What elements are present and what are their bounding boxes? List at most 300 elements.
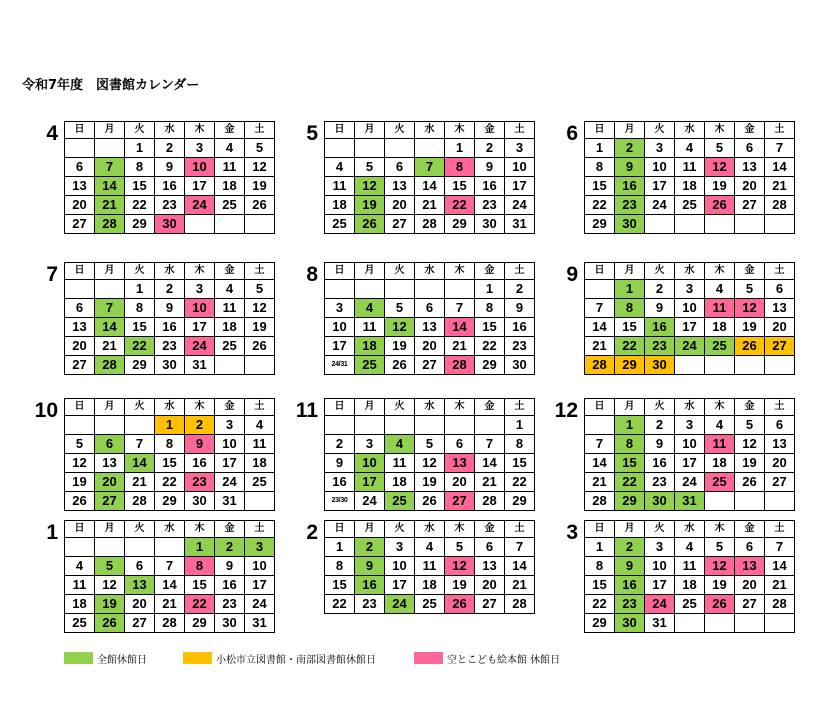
weekday-header: 火: [385, 263, 415, 280]
weekday-header: 木: [185, 122, 215, 139]
day-cell: 24/31: [325, 356, 355, 375]
day-cell: [215, 215, 245, 234]
weekday-header: 火: [385, 122, 415, 139]
weekday-header: 日: [65, 122, 95, 139]
day-cell: 19: [735, 318, 765, 337]
day-cell: 19: [735, 454, 765, 473]
day-cell: 14: [155, 576, 185, 595]
day-cell: 10: [245, 557, 275, 576]
day-cell: 26: [415, 492, 445, 511]
month-label: 9: [566, 263, 578, 286]
month-label: 7: [46, 263, 58, 286]
weekday-header: 土: [765, 521, 795, 538]
day-cell: [765, 215, 795, 234]
day-cell: 19: [355, 196, 385, 215]
day-cell: 31: [245, 614, 275, 633]
day-cell: 7: [415, 158, 445, 177]
weekday-header: 月: [615, 521, 645, 538]
day-cell: 25: [65, 614, 95, 633]
day-cell: 29: [445, 215, 475, 234]
day-cell: 30: [155, 215, 185, 234]
day-cell: [325, 139, 355, 158]
day-cell: 18: [325, 196, 355, 215]
day-cell: 22: [155, 473, 185, 492]
day-cell: 14: [125, 454, 155, 473]
day-cell: 4: [675, 538, 705, 557]
weekday-header: 金: [475, 122, 505, 139]
day-cell: 4: [705, 416, 735, 435]
day-cell: 28: [95, 215, 125, 234]
day-cell: 9: [325, 454, 355, 473]
day-cell: 19: [445, 576, 475, 595]
day-cell: 21: [415, 196, 445, 215]
day-cell: 22: [505, 473, 535, 492]
day-cell: 1: [185, 538, 215, 557]
day-cell: 31: [215, 492, 245, 511]
day-cell: 1: [125, 280, 155, 299]
day-cell: 8: [325, 557, 355, 576]
day-cell: 2: [325, 435, 355, 454]
day-cell: 7: [125, 435, 155, 454]
day-cell: 2: [355, 538, 385, 557]
day-cell: 29: [125, 215, 155, 234]
weekday-header: 火: [645, 521, 675, 538]
day-cell: [215, 356, 245, 375]
day-cell: 7: [585, 299, 615, 318]
day-cell: 23/30: [325, 492, 355, 511]
day-cell: 1: [155, 416, 185, 435]
day-cell: 12: [245, 299, 275, 318]
weekday-header: 金: [215, 263, 245, 280]
day-cell: 8: [505, 435, 535, 454]
weekday-header: 日: [585, 521, 615, 538]
day-cell: 23: [645, 473, 675, 492]
day-cell: 3: [185, 139, 215, 158]
day-cell: 22: [185, 595, 215, 614]
day-cell: 27: [445, 492, 475, 511]
day-cell: 17: [645, 576, 675, 595]
day-cell: 6: [765, 280, 795, 299]
weekday-header: 月: [615, 263, 645, 280]
day-cell: 3: [185, 280, 215, 299]
day-cell: 10: [645, 158, 675, 177]
day-cell: 27: [65, 356, 95, 375]
day-cell: [245, 356, 275, 375]
day-cell: 12: [735, 299, 765, 318]
day-cell: [95, 280, 125, 299]
day-cell: 8: [475, 299, 505, 318]
day-cell: 8: [155, 435, 185, 454]
day-cell: [125, 538, 155, 557]
day-cell: 23: [505, 337, 535, 356]
day-cell: 20: [125, 595, 155, 614]
day-cell: 11: [215, 299, 245, 318]
day-cell: 14: [415, 177, 445, 196]
day-cell: 24: [185, 196, 215, 215]
day-cell: 11: [705, 299, 735, 318]
day-cell: 20: [65, 196, 95, 215]
day-cell: 27: [415, 356, 445, 375]
weekday-header: 土: [765, 122, 795, 139]
day-cell: 20: [765, 454, 795, 473]
day-cell: 16: [155, 318, 185, 337]
day-cell: 19: [415, 473, 445, 492]
day-cell: [675, 215, 705, 234]
weekday-header: 水: [155, 122, 185, 139]
day-cell: 6: [735, 538, 765, 557]
day-cell: 28: [475, 492, 505, 511]
day-cell: 4: [705, 280, 735, 299]
weekday-header: 水: [675, 399, 705, 416]
month-calendar-table: [584, 121, 795, 234]
day-cell: 20: [415, 337, 445, 356]
day-cell: [125, 416, 155, 435]
weekday-header: 日: [65, 399, 95, 416]
day-cell: 22: [125, 337, 155, 356]
day-cell: 23: [215, 595, 245, 614]
weekday-header: 火: [385, 399, 415, 416]
day-cell: 4: [245, 416, 275, 435]
day-cell: 18: [705, 318, 735, 337]
day-cell: [155, 538, 185, 557]
day-cell: 11: [675, 557, 705, 576]
day-cell: 27: [475, 595, 505, 614]
day-cell: 6: [95, 435, 125, 454]
weekday-header: 金: [215, 399, 245, 416]
day-cell: 28: [415, 215, 445, 234]
weekday-header: 月: [355, 521, 385, 538]
day-cell: 10: [185, 299, 215, 318]
day-cell: 13: [65, 177, 95, 196]
day-cell: 26: [445, 595, 475, 614]
day-cell: 21: [585, 473, 615, 492]
day-cell: 6: [475, 538, 505, 557]
day-cell: 28: [125, 492, 155, 511]
day-cell: 17: [675, 318, 705, 337]
month-label: 2: [306, 521, 318, 544]
day-cell: 15: [445, 177, 475, 196]
day-cell: 18: [675, 177, 705, 196]
day-cell: [445, 280, 475, 299]
day-cell: 17: [645, 177, 675, 196]
weekday-header: 木: [445, 521, 475, 538]
day-cell: 16: [645, 318, 675, 337]
day-cell: [65, 280, 95, 299]
day-cell: 18: [245, 454, 275, 473]
day-cell: 7: [765, 538, 795, 557]
day-cell: 11: [415, 557, 445, 576]
weekday-header: 月: [355, 263, 385, 280]
day-cell: 20: [445, 473, 475, 492]
day-cell: 25: [675, 595, 705, 614]
day-cell: 2: [155, 280, 185, 299]
day-cell: [735, 215, 765, 234]
day-cell: 6: [735, 139, 765, 158]
day-cell: 9: [155, 299, 185, 318]
legend-item-all-closed: [64, 651, 147, 665]
day-cell: 9: [355, 557, 385, 576]
day-cell: 20: [95, 473, 125, 492]
day-cell: 18: [215, 177, 245, 196]
day-cell: 1: [585, 538, 615, 557]
day-cell: 3: [215, 416, 245, 435]
legend-swatch-city: [183, 652, 212, 664]
day-cell: [765, 614, 795, 633]
day-cell: 24: [215, 473, 245, 492]
weekday-header: 金: [735, 521, 765, 538]
weekday-header: 金: [735, 122, 765, 139]
day-cell: 1: [325, 538, 355, 557]
day-cell: 18: [355, 337, 385, 356]
day-cell: 12: [705, 557, 735, 576]
day-cell: 5: [245, 139, 275, 158]
day-cell: 16: [505, 318, 535, 337]
day-cell: 5: [95, 557, 125, 576]
month-calendar-table: [324, 398, 535, 511]
month-calendar-table: [64, 262, 275, 375]
day-cell: 25: [355, 356, 385, 375]
day-cell: 3: [645, 538, 675, 557]
day-cell: 29: [615, 492, 645, 511]
day-cell: 16: [615, 177, 645, 196]
page-title: 令和7年度 図書館カレンダー: [22, 78, 200, 93]
day-cell: [675, 614, 705, 633]
day-cell: 30: [475, 215, 505, 234]
day-cell: 14: [585, 318, 615, 337]
day-cell: [675, 356, 705, 375]
day-cell: 26: [245, 337, 275, 356]
day-cell: 15: [585, 576, 615, 595]
weekday-header: 土: [505, 399, 535, 416]
month-label: 10: [34, 399, 58, 422]
day-cell: 24: [185, 337, 215, 356]
weekday-header: 日: [585, 122, 615, 139]
day-cell: [65, 416, 95, 435]
day-cell: 19: [245, 318, 275, 337]
day-cell: [705, 215, 735, 234]
day-cell: [415, 139, 445, 158]
day-cell: 20: [475, 576, 505, 595]
day-cell: 9: [645, 299, 675, 318]
day-cell: 7: [505, 538, 535, 557]
day-cell: 21: [765, 177, 795, 196]
day-cell: 18: [675, 576, 705, 595]
day-cell: 1: [615, 280, 645, 299]
weekday-header: 金: [475, 521, 505, 538]
day-cell: 23: [615, 196, 645, 215]
day-cell: 16: [645, 454, 675, 473]
weekday-header: 火: [645, 399, 675, 416]
day-cell: 26: [355, 215, 385, 234]
day-cell: 24: [675, 473, 705, 492]
day-cell: 22: [615, 473, 645, 492]
day-cell: 16: [155, 177, 185, 196]
day-cell: 24: [245, 595, 275, 614]
day-cell: 19: [65, 473, 95, 492]
day-cell: 30: [155, 356, 185, 375]
day-cell: 14: [475, 454, 505, 473]
day-cell: 22: [475, 337, 505, 356]
day-cell: [355, 416, 385, 435]
weekday-header: 水: [155, 263, 185, 280]
day-cell: 15: [125, 318, 155, 337]
month-calendar-table: [584, 398, 795, 511]
month-label: 12: [554, 399, 578, 422]
day-cell: 10: [355, 454, 385, 473]
day-cell: 25: [385, 492, 415, 511]
day-cell: 8: [185, 557, 215, 576]
weekday-header: 金: [215, 122, 245, 139]
day-cell: 12: [415, 454, 445, 473]
day-cell: 8: [615, 299, 645, 318]
day-cell: 4: [415, 538, 445, 557]
day-cell: 23: [645, 337, 675, 356]
weekday-header: 土: [505, 122, 535, 139]
day-cell: 7: [585, 435, 615, 454]
day-cell: 12: [445, 557, 475, 576]
day-cell: 25: [705, 473, 735, 492]
day-cell: 3: [675, 280, 705, 299]
day-cell: 21: [95, 196, 125, 215]
day-cell: 18: [65, 595, 95, 614]
month-calendar-table: [584, 262, 795, 375]
day-cell: 3: [505, 139, 535, 158]
day-cell: 27: [765, 473, 795, 492]
day-cell: 8: [445, 158, 475, 177]
day-cell: 9: [215, 557, 245, 576]
day-cell: 12: [245, 158, 275, 177]
day-cell: 31: [185, 356, 215, 375]
day-cell: 17: [185, 177, 215, 196]
day-cell: 4: [675, 139, 705, 158]
day-cell: [585, 416, 615, 435]
day-cell: 1: [445, 139, 475, 158]
weekday-header: 日: [65, 263, 95, 280]
day-cell: 21: [765, 576, 795, 595]
day-cell: 24: [355, 492, 385, 511]
day-cell: 5: [445, 538, 475, 557]
day-cell: 6: [65, 158, 95, 177]
day-cell: 5: [735, 416, 765, 435]
day-cell: 7: [155, 557, 185, 576]
weekday-header: 金: [735, 263, 765, 280]
weekday-header: 日: [325, 521, 355, 538]
weekday-header: 土: [245, 263, 275, 280]
day-cell: 17: [185, 318, 215, 337]
day-cell: [735, 492, 765, 511]
day-cell: 13: [445, 454, 475, 473]
day-cell: 24: [645, 595, 675, 614]
day-cell: 26: [735, 473, 765, 492]
day-cell: 13: [765, 435, 795, 454]
day-cell: 13: [65, 318, 95, 337]
day-cell: 5: [245, 280, 275, 299]
day-cell: 4: [355, 299, 385, 318]
day-cell: 25: [675, 196, 705, 215]
weekday-header: 月: [615, 122, 645, 139]
weekday-header: 水: [675, 521, 705, 538]
weekday-header: 火: [125, 122, 155, 139]
day-cell: 3: [245, 538, 275, 557]
day-cell: 1: [585, 139, 615, 158]
day-cell: 17: [505, 177, 535, 196]
day-cell: [245, 215, 275, 234]
day-cell: [65, 538, 95, 557]
day-cell: 5: [705, 139, 735, 158]
weekday-header: 木: [705, 399, 735, 416]
day-cell: [475, 416, 505, 435]
day-cell: 5: [385, 299, 415, 318]
day-cell: 9: [185, 435, 215, 454]
day-cell: 4: [385, 435, 415, 454]
month-calendar-table: [64, 520, 275, 633]
day-cell: 2: [475, 139, 505, 158]
day-cell: 19: [705, 576, 735, 595]
day-cell: 12: [95, 576, 125, 595]
day-cell: [585, 280, 615, 299]
weekday-header: 土: [245, 521, 275, 538]
day-cell: 14: [585, 454, 615, 473]
day-cell: 8: [125, 158, 155, 177]
day-cell: 7: [95, 299, 125, 318]
legend-swatch-all: [64, 652, 93, 664]
day-cell: 30: [645, 356, 675, 375]
day-cell: 16: [355, 576, 385, 595]
day-cell: 12: [735, 435, 765, 454]
weekday-header: 金: [475, 399, 505, 416]
month-calendar-table: [324, 520, 535, 614]
day-cell: 4: [65, 557, 95, 576]
day-cell: [705, 356, 735, 375]
day-cell: 16: [615, 576, 645, 595]
weekday-header: 土: [245, 399, 275, 416]
day-cell: 4: [215, 280, 245, 299]
legend-item-city-closed: [183, 651, 376, 665]
day-cell: 15: [585, 177, 615, 196]
weekday-header: 火: [385, 521, 415, 538]
day-cell: 10: [215, 435, 245, 454]
day-cell: 17: [325, 337, 355, 356]
day-cell: 10: [675, 435, 705, 454]
day-cell: 23: [155, 337, 185, 356]
day-cell: 18: [215, 318, 245, 337]
day-cell: 25: [215, 337, 245, 356]
day-cell: 17: [385, 576, 415, 595]
day-cell: [705, 492, 735, 511]
weekday-header: 金: [735, 399, 765, 416]
day-cell: 6: [445, 435, 475, 454]
weekday-header: 水: [155, 521, 185, 538]
day-cell: 29: [185, 614, 215, 633]
day-cell: 28: [585, 492, 615, 511]
legend-label: 空とこども絵本館 休館日: [447, 654, 561, 666]
day-cell: 19: [705, 177, 735, 196]
day-cell: [735, 356, 765, 375]
day-cell: 17: [355, 473, 385, 492]
day-cell: 20: [735, 576, 765, 595]
weekday-header: 日: [325, 263, 355, 280]
weekday-header: 月: [95, 263, 125, 280]
day-cell: 2: [645, 280, 675, 299]
day-cell: 29: [155, 492, 185, 511]
day-cell: 10: [505, 158, 535, 177]
day-cell: [765, 356, 795, 375]
day-cell: 14: [95, 318, 125, 337]
day-cell: 21: [95, 337, 125, 356]
day-cell: 30: [645, 492, 675, 511]
day-cell: 11: [705, 435, 735, 454]
weekday-header: 木: [185, 263, 215, 280]
